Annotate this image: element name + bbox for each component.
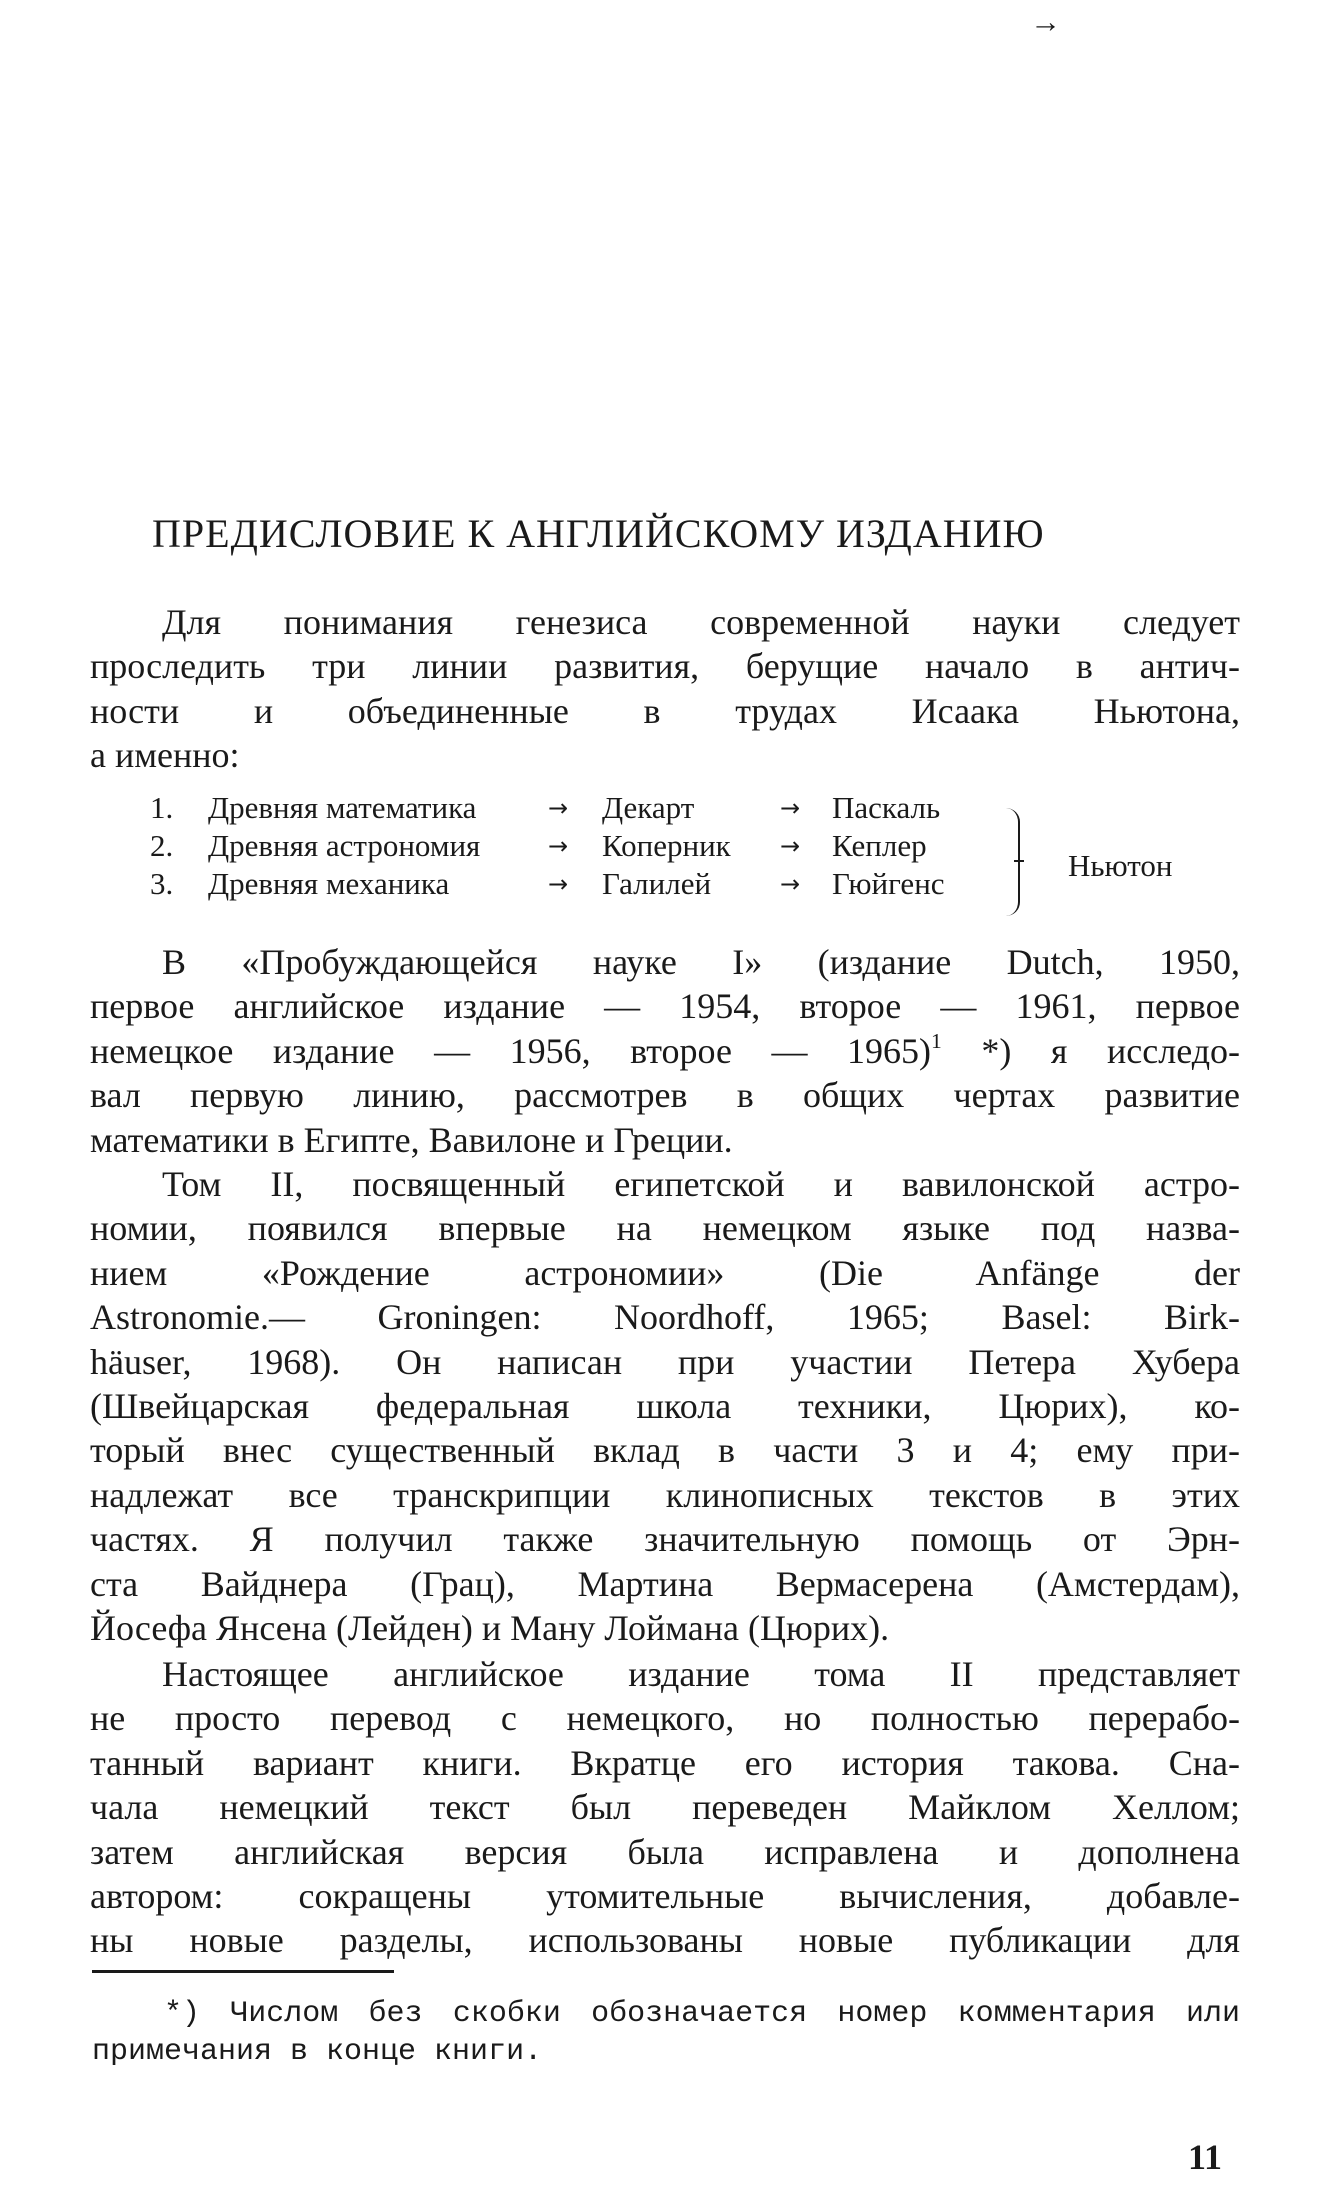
text-line: Настоящее английское издание тома II представляет [162, 1654, 1240, 1694]
middle-label: Коперник [602, 828, 731, 863]
text-line: häuser, 1968). Он написан при участии Петера Хубера [90, 1341, 1240, 1382]
text-line: автором: сокращены утомительные вычисления, добавле- [90, 1876, 1240, 1917]
text-line: ста Вайднера (Грац), Мартина Вермасерена (Амстердам), [90, 1563, 1240, 1604]
text-line: ны новые разделы, использованы новые публикации для [90, 1920, 1240, 1961]
text-line: а именно: [90, 735, 240, 776]
origin-label: Древняя математика [208, 790, 477, 825]
paragraph-3 [90, 1652, 1240, 1963]
arrow-icon: → [548, 870, 569, 898]
text-line: нием «Рождение астрономии» (Die Anfänge der [90, 1252, 1240, 1293]
brace-tip [1014, 860, 1024, 862]
row-number: 3. [150, 866, 174, 901]
arrow-icon: → [548, 832, 569, 860]
text-line: первое английское издание — 1954, второе — 1961, первое [90, 986, 1240, 1027]
middle-label: Декарт [602, 790, 695, 825]
end-label: Кеплер [832, 828, 927, 863]
comment-number: 1 [931, 1028, 942, 1053]
text-line: проследить три линии развития, берущие начало в антич- [90, 646, 1240, 687]
text-line: Том II, посвященный египетской и вавилонской астро- [162, 1164, 1240, 1204]
text-line: ности и объединенные в трудах Исаака Ньютона, [90, 690, 1240, 731]
intro-paragraph [90, 600, 1240, 778]
paragraph-1 [90, 940, 1240, 1162]
arrow-icon: → [1030, 4, 1061, 39]
end-label: Гюйгенс [832, 866, 945, 901]
footnote [92, 1995, 1240, 2071]
middle-label: Галилей [602, 866, 712, 901]
page-number: 11 [1188, 2137, 1223, 2177]
footnote-marker-text: *) я исследо- [981, 1030, 1241, 1071]
text-line: Astronomie.— Groningen: Noordhoff, 1965; Basel: Birk- [90, 1297, 1240, 1338]
text-line: танный вариант книги. Вкратце его история такова. Сна- [90, 1742, 1240, 1783]
text-line: затем английская версия была исправлена и дополнена [90, 1831, 1240, 1872]
arrow-icon: → [780, 832, 801, 860]
text-line-with-footnote [90, 1029, 1240, 1073]
text-line: номии, появился впервые на немецком языке под назва- [90, 1208, 1240, 1249]
row-number: 1. [150, 790, 174, 825]
footnote-line: *) Числом без скобки обозначается номер комментария или [164, 1997, 1240, 2031]
text-line: надлежат все транскрипции клинописных текстов в этих [90, 1474, 1240, 1515]
result-label: Ньютон [1068, 848, 1173, 883]
row-number: 2. [150, 828, 174, 863]
arrow-icon: → [548, 794, 569, 822]
text-line: вал первую линию, рассмотрев в общих чертах развитие [90, 1075, 1240, 1116]
footnote-divider [92, 1970, 394, 1973]
brace-icon [1000, 808, 1020, 916]
text-line: Йосефа Янсена (Лейден) и Ману Лоймана (Цюрих). [90, 1608, 890, 1649]
end-label: Паскаль [832, 790, 941, 825]
origin-label: Древняя астрономия [208, 828, 481, 863]
text-line: частях. Я получил также значительную помощь от Эрн- [90, 1519, 1240, 1560]
paragraph-2 [90, 1162, 1240, 1650]
page-title: ПРЕДИСЛОВИЕ К АНГЛИЙСКОМУ ИЗДАНИЮ [152, 511, 1045, 556]
text-line: В «Пробуждающейся науке I» (издание Dutch, 1950, [162, 942, 1240, 982]
text-line: чала немецкий текст был переведен Майклом Хеллом; [90, 1787, 1240, 1828]
text-line: не просто перевод с немецкого, но полностью перерабо- [90, 1698, 1240, 1739]
arrow-icon: → [780, 794, 801, 822]
origin-label: Древняя механика [208, 866, 450, 901]
text-line: Для понимания генезиса современной науки следует [162, 602, 1240, 642]
footnote-line: примечания в конце книги. [92, 2035, 543, 2069]
text-segment: немецкое издание — 1956, второе — 1965) [90, 1030, 932, 1071]
arrow-icon: → [780, 870, 801, 898]
text-line: (Швейцарская федеральная школа техники, Цюрих), ко- [90, 1386, 1240, 1427]
text-line: математики в Египте, Вавилоне и Греции. [90, 1119, 733, 1160]
text-line: торый внес существенный вклад в части 3 и 4; ему при- [90, 1430, 1240, 1471]
